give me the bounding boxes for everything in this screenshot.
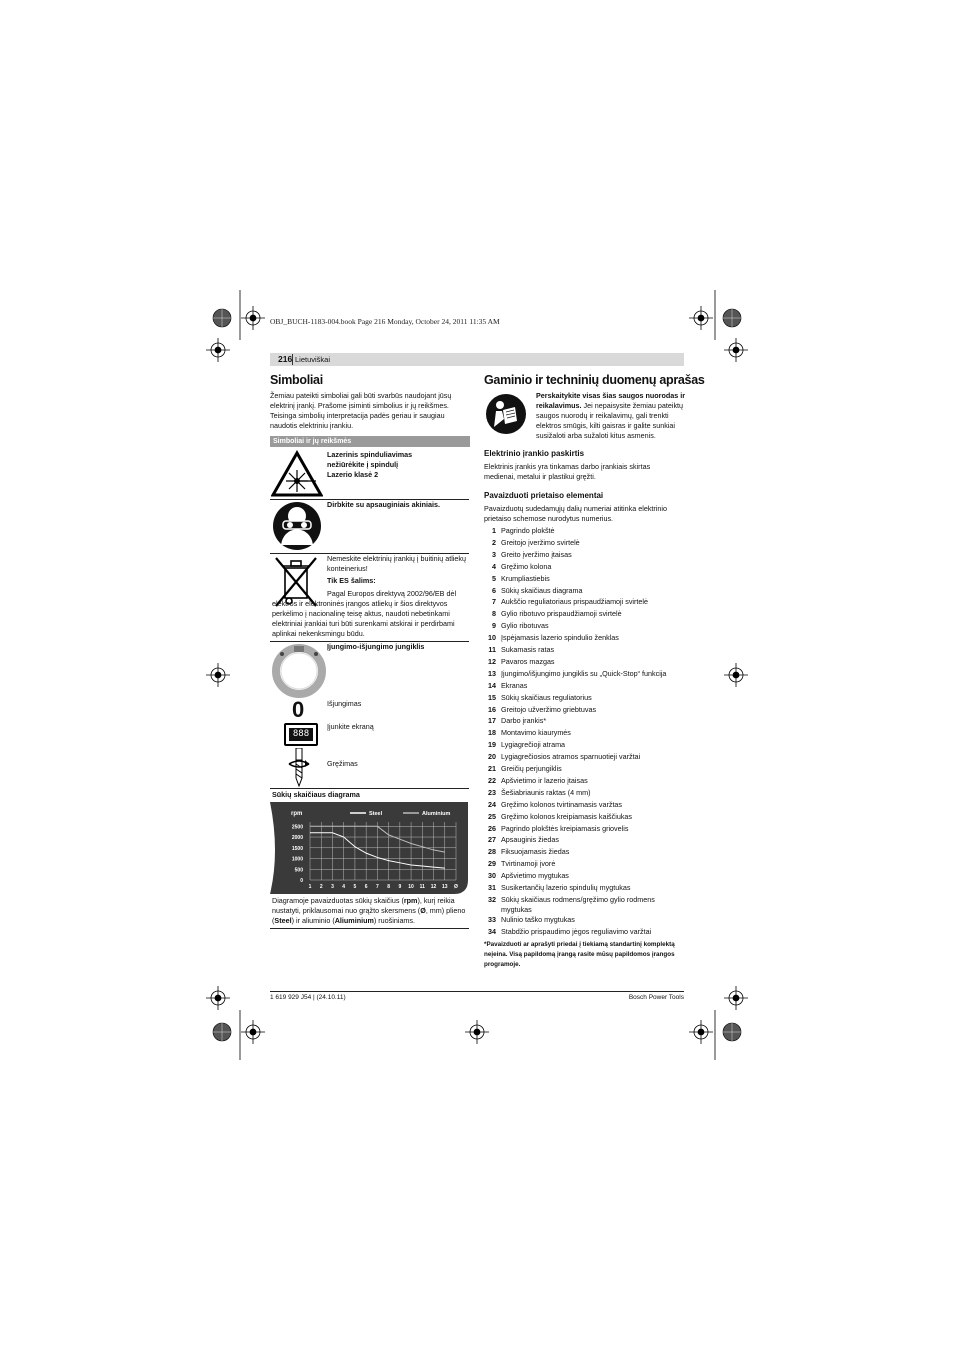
goggles-text: Dirbkite su apsauginiais akiniais. bbox=[327, 500, 441, 509]
component-label: Tvirtinamoji įvorė bbox=[501, 859, 556, 869]
header-separator bbox=[292, 354, 293, 365]
component-item bbox=[484, 883, 684, 893]
component-number: 16 bbox=[488, 704, 496, 714]
component-item bbox=[484, 927, 684, 937]
component-label: Greitojo užveržimo griebtuvas bbox=[501, 704, 597, 714]
read-instructions-body: Jei nepaisysite žemiau pateiktų saugos nuorodų ir reikalavimų, gali trenkti elektros smūgis, kilti gaisras ir galite sunkiai susižaloti arba sužaloti kitus asmenis. bbox=[536, 401, 684, 440]
component-item bbox=[484, 705, 684, 715]
component-label: Aukščio reguliatoriaus prispaudžiamoji svirtelė bbox=[501, 597, 649, 607]
component-item bbox=[484, 871, 684, 881]
component-number: 34 bbox=[488, 926, 496, 936]
component-number: 29 bbox=[488, 859, 496, 869]
purpose-title: Elektrinio įrankio paskirtis bbox=[484, 449, 585, 458]
component-number: 6 bbox=[492, 585, 496, 595]
drilling-icon bbox=[286, 748, 312, 788]
component-number: 17 bbox=[488, 716, 496, 726]
component-item bbox=[484, 800, 684, 810]
component-label: Greitojo įveržimo svirtelė bbox=[501, 537, 580, 547]
chart-ylabel: rpm bbox=[291, 811, 303, 817]
x-tick-label: 1 bbox=[308, 884, 312, 890]
component-label: Darbo įrankis* bbox=[501, 716, 547, 726]
component-label: Sūkių skaičiaus reguliatorius bbox=[501, 692, 592, 702]
x-tick-label: 12 bbox=[430, 884, 437, 890]
display-digits: 888 bbox=[289, 728, 313, 741]
display-text: Įjunkite ekraną bbox=[327, 722, 374, 731]
section-title-simboliai: Simboliai bbox=[270, 373, 323, 387]
off-zero-symbol: 0 bbox=[292, 697, 305, 722]
laser-warning-icon bbox=[271, 450, 323, 498]
component-number: 12 bbox=[488, 656, 496, 666]
component-number: 13 bbox=[488, 668, 496, 678]
component-label: Apšvietimo mygtukas bbox=[501, 871, 569, 881]
safety-goggles-icon bbox=[272, 501, 322, 551]
row-divider bbox=[270, 788, 469, 789]
speed-chart bbox=[270, 802, 468, 894]
y-tick-label: 1500 bbox=[291, 845, 303, 852]
legend-aluminium-label: Aluminium bbox=[422, 811, 451, 817]
component-item bbox=[484, 776, 684, 786]
component-item bbox=[484, 859, 684, 869]
component-item bbox=[484, 835, 684, 845]
component-item bbox=[484, 597, 684, 607]
y-tick-label: 500 bbox=[294, 867, 303, 874]
component-label: Susikertančių lazerio spindulių mygtukas bbox=[501, 883, 631, 892]
y-tick-label: 1000 bbox=[291, 856, 303, 863]
component-item bbox=[484, 812, 684, 822]
laser-line-3: Lazerio klasė 2 bbox=[327, 470, 379, 479]
x-tick-label: 11 bbox=[419, 884, 425, 890]
component-item bbox=[484, 716, 684, 726]
component-label: Lygiagrečioji atrama bbox=[501, 740, 566, 750]
x-tick-label: 10 bbox=[408, 884, 414, 890]
read-instructions-bold: Perskaitykite visas šias saugos nuorodas ir reikalavimus. bbox=[536, 391, 686, 410]
laser-text bbox=[327, 450, 467, 480]
weee-text-1: Nemeskite elektrinių įrankių į buitinių atliekų konteinerius! bbox=[327, 554, 467, 573]
component-number: 21 bbox=[488, 764, 496, 773]
component-label: Greito įveržimo įtaisas bbox=[501, 549, 572, 559]
chart-caption: Diagramoje pavaizduotas sūkių skaičius (rpm), kurį reikia nustatyti, priklausomai nuo grąžto skersmens (Ø, mm) plieno (Steel) ir aliuminio (Aliuminium) ruošiniams. bbox=[272, 896, 466, 925]
component-item bbox=[484, 669, 684, 679]
component-item bbox=[484, 526, 684, 536]
component-number: 32 bbox=[488, 894, 496, 904]
component-label: Lygiagrečiosios atramos sparnuotieji varžtai bbox=[501, 752, 641, 762]
page-header-bar bbox=[270, 353, 684, 366]
x-tick-label: 9 bbox=[398, 884, 402, 890]
purpose-text: Elektrinis įrankis yra tinkamas darbo įrankiais skirtas medienai, metalui ir plastikui gręžti. bbox=[484, 462, 651, 481]
footer-left: 1 619 929 J54 | (24.10.11) bbox=[270, 994, 346, 1001]
component-number: 15 bbox=[488, 692, 496, 702]
on-off-switch-ring-icon bbox=[272, 644, 326, 698]
component-number: 20 bbox=[488, 752, 496, 762]
x-tick-label: 5 bbox=[353, 884, 357, 890]
component-number: 14 bbox=[488, 680, 496, 690]
symbols-table-header: Simboliai ir jų reikšmės bbox=[270, 436, 470, 447]
component-label: Nulinio taško mygtukas bbox=[501, 914, 575, 924]
speed-chart-label: Sūkių skaičiaus diagrama bbox=[272, 790, 360, 799]
component-label: Gylio ribotuvo prispaudžiamoji svirtelė bbox=[501, 609, 622, 619]
component-label: Apsauginis žiedas bbox=[501, 835, 559, 845]
component-label: Krumpliastiebis bbox=[501, 573, 550, 583]
switch-title: Įjungimo-išjungimo jungiklis bbox=[327, 642, 425, 651]
x-tick-label: 6 bbox=[364, 884, 368, 890]
component-item bbox=[484, 824, 684, 834]
component-number: 1 bbox=[492, 526, 496, 535]
component-label: Pagrindo plokštė bbox=[501, 526, 555, 535]
x-tick-label: 8 bbox=[387, 884, 391, 890]
drilling-text: Gręžimas bbox=[327, 759, 358, 768]
intro-paragraph: Žemiau pateikti simboliai gali būti svarbūs naudojant jūsų elektrinį įrankį. Prašome įsiminti simbolius ir jų reikšmes. Teisinga simbolių interpretacija padės geriau ir saugiau naudotis elektriniu įrankiu. bbox=[270, 391, 452, 430]
component-number: 30 bbox=[488, 871, 496, 881]
component-label: Fiksuojamasis žiedas bbox=[501, 847, 570, 857]
footnote: *Pavaizduoti ar aprašyti priedai į tiekiamą standartinį komplektą neįeina. Visą papildomą įrangą rasite mūsų papildomos įrangos programoje. bbox=[484, 941, 675, 968]
component-label: Stabdžio prispaudimo jėgos reguliavimo varžtai bbox=[501, 926, 652, 936]
x-tick-label: 4 bbox=[342, 884, 346, 890]
component-number: 19 bbox=[488, 740, 496, 750]
component-number: 7 bbox=[492, 597, 496, 607]
weee-eu-only: Tik ES šalims: bbox=[327, 576, 376, 585]
component-item bbox=[484, 550, 684, 560]
component-number: 24 bbox=[488, 799, 496, 809]
component-label: Gręžimo kolona bbox=[501, 561, 552, 571]
component-number: 18 bbox=[488, 728, 496, 738]
y-tick-label: 2500 bbox=[291, 824, 303, 831]
component-item bbox=[484, 693, 684, 703]
component-label: Gręžimo kolonos kreipiamasis kaiščiukas bbox=[501, 811, 633, 821]
component-label: Gylio ribotuvas bbox=[501, 621, 549, 631]
x-tick-label: 7 bbox=[375, 884, 379, 890]
x-axis-label: Ø bbox=[454, 884, 458, 890]
component-label: Greičių perjungiklis bbox=[501, 764, 562, 773]
component-label: Pagrindo plokštės kreipiamasis griovelis bbox=[501, 823, 629, 833]
component-number: 27 bbox=[488, 835, 496, 845]
component-number: 11 bbox=[488, 645, 496, 654]
component-item bbox=[484, 681, 684, 691]
read-instructions-text bbox=[536, 391, 686, 441]
elements-title: Pavaizduoti prietaiso elementai bbox=[484, 491, 604, 500]
component-item bbox=[484, 915, 684, 925]
elements-intro: Pavaizduotų sudedamųjų dalių numeriai atitinka elektrinio prietaiso schemose nurodytus numerius. bbox=[484, 504, 667, 523]
legend-steel-label: Steel bbox=[369, 811, 383, 817]
component-item bbox=[484, 847, 684, 857]
component-number: 31 bbox=[488, 883, 496, 892]
x-tick-label: 3 bbox=[331, 884, 334, 890]
component-number: 2 bbox=[492, 537, 496, 547]
off-text: Išjungimas bbox=[327, 699, 362, 708]
display-icon bbox=[284, 723, 318, 746]
component-label: Šešiabriaunis raktas (4 mm) bbox=[501, 787, 591, 797]
chart-bottom-rule bbox=[270, 928, 469, 929]
component-item bbox=[484, 633, 684, 643]
component-item bbox=[484, 728, 684, 738]
component-item bbox=[484, 609, 684, 619]
x-tick-label: 13 bbox=[441, 884, 448, 890]
component-label: Pavaros mazgas bbox=[501, 656, 555, 666]
laser-line-1: Lazerinis spinduliavimas bbox=[327, 450, 413, 459]
section-title-product: Gaminio ir techninių duomenų aprašas bbox=[484, 373, 705, 387]
laser-line-2: nežiūrėkite į spindulį bbox=[327, 460, 399, 469]
component-number: 8 bbox=[492, 609, 496, 619]
component-item bbox=[484, 740, 684, 750]
footer-rule bbox=[270, 991, 684, 992]
y-tick-label: 0 bbox=[300, 878, 303, 884]
component-item bbox=[484, 894, 684, 914]
component-item bbox=[484, 574, 684, 584]
component-label: Įspėjamasis lazerio spindulio ženklas bbox=[501, 633, 619, 643]
component-number: 23 bbox=[488, 787, 496, 797]
component-label: Gręžimo kolonos tvirtinamasis varžtas bbox=[501, 799, 623, 809]
component-item bbox=[484, 645, 684, 655]
component-label: Apšvietimo ir lazerio įtaisas bbox=[501, 775, 588, 785]
component-item bbox=[484, 788, 684, 798]
file-info-line: OBJ_BUCH-1183-004.book Page 216 Monday, October 24, 2011 11:35 AM bbox=[270, 317, 500, 326]
component-number: 22 bbox=[488, 775, 496, 785]
component-number: 28 bbox=[488, 847, 496, 857]
read-manual-icon bbox=[485, 393, 527, 435]
component-item bbox=[484, 752, 684, 762]
page-number: 216 bbox=[278, 354, 293, 364]
component-item bbox=[484, 562, 684, 572]
footer-right: Bosch Power Tools bbox=[628, 994, 684, 1001]
component-number: 25 bbox=[488, 811, 496, 821]
component-label: Sūkių skaičiaus rodmens/gręžimo gylio rodmens mygtukas bbox=[501, 894, 655, 914]
component-number: 9 bbox=[492, 621, 496, 631]
component-number: 5 bbox=[492, 573, 496, 583]
component-number: 26 bbox=[488, 823, 496, 833]
component-number: 33 bbox=[488, 914, 496, 924]
language-label: Lietuviškai bbox=[295, 355, 331, 364]
weee-text-2: Pagal Europos direktyvą 2002/96/EB dėl elektros ir elektroninės įrangos atliekų ir šios direktyvos perkėlimo į nacionalinę teisę aktus, naudoti nebetinkami elektriniai įrankiai turi būti surenkami atskirai ir perdirbami aplinkai nekenksmingu būdu. bbox=[272, 589, 457, 638]
component-item bbox=[484, 538, 684, 548]
y-tick-label: 2000 bbox=[291, 835, 303, 842]
component-label: Ekranas bbox=[501, 680, 528, 690]
component-number: 4 bbox=[492, 561, 496, 571]
component-label: Sukamasis ratas bbox=[501, 645, 555, 654]
component-number: 10 bbox=[488, 633, 496, 643]
component-item bbox=[484, 764, 684, 774]
component-label: Montavimo kiaurymės bbox=[501, 728, 571, 738]
component-item bbox=[484, 621, 684, 631]
x-tick-label: 2 bbox=[319, 884, 323, 890]
component-number: 3 bbox=[492, 549, 496, 559]
component-label: Įjungimo/išjungimo jungiklis su „Quick-Stop“ funkcija bbox=[501, 668, 667, 678]
component-label: Sūkių skaičiaus diagrama bbox=[501, 585, 583, 595]
component-item bbox=[484, 657, 684, 667]
component-item bbox=[484, 586, 684, 596]
